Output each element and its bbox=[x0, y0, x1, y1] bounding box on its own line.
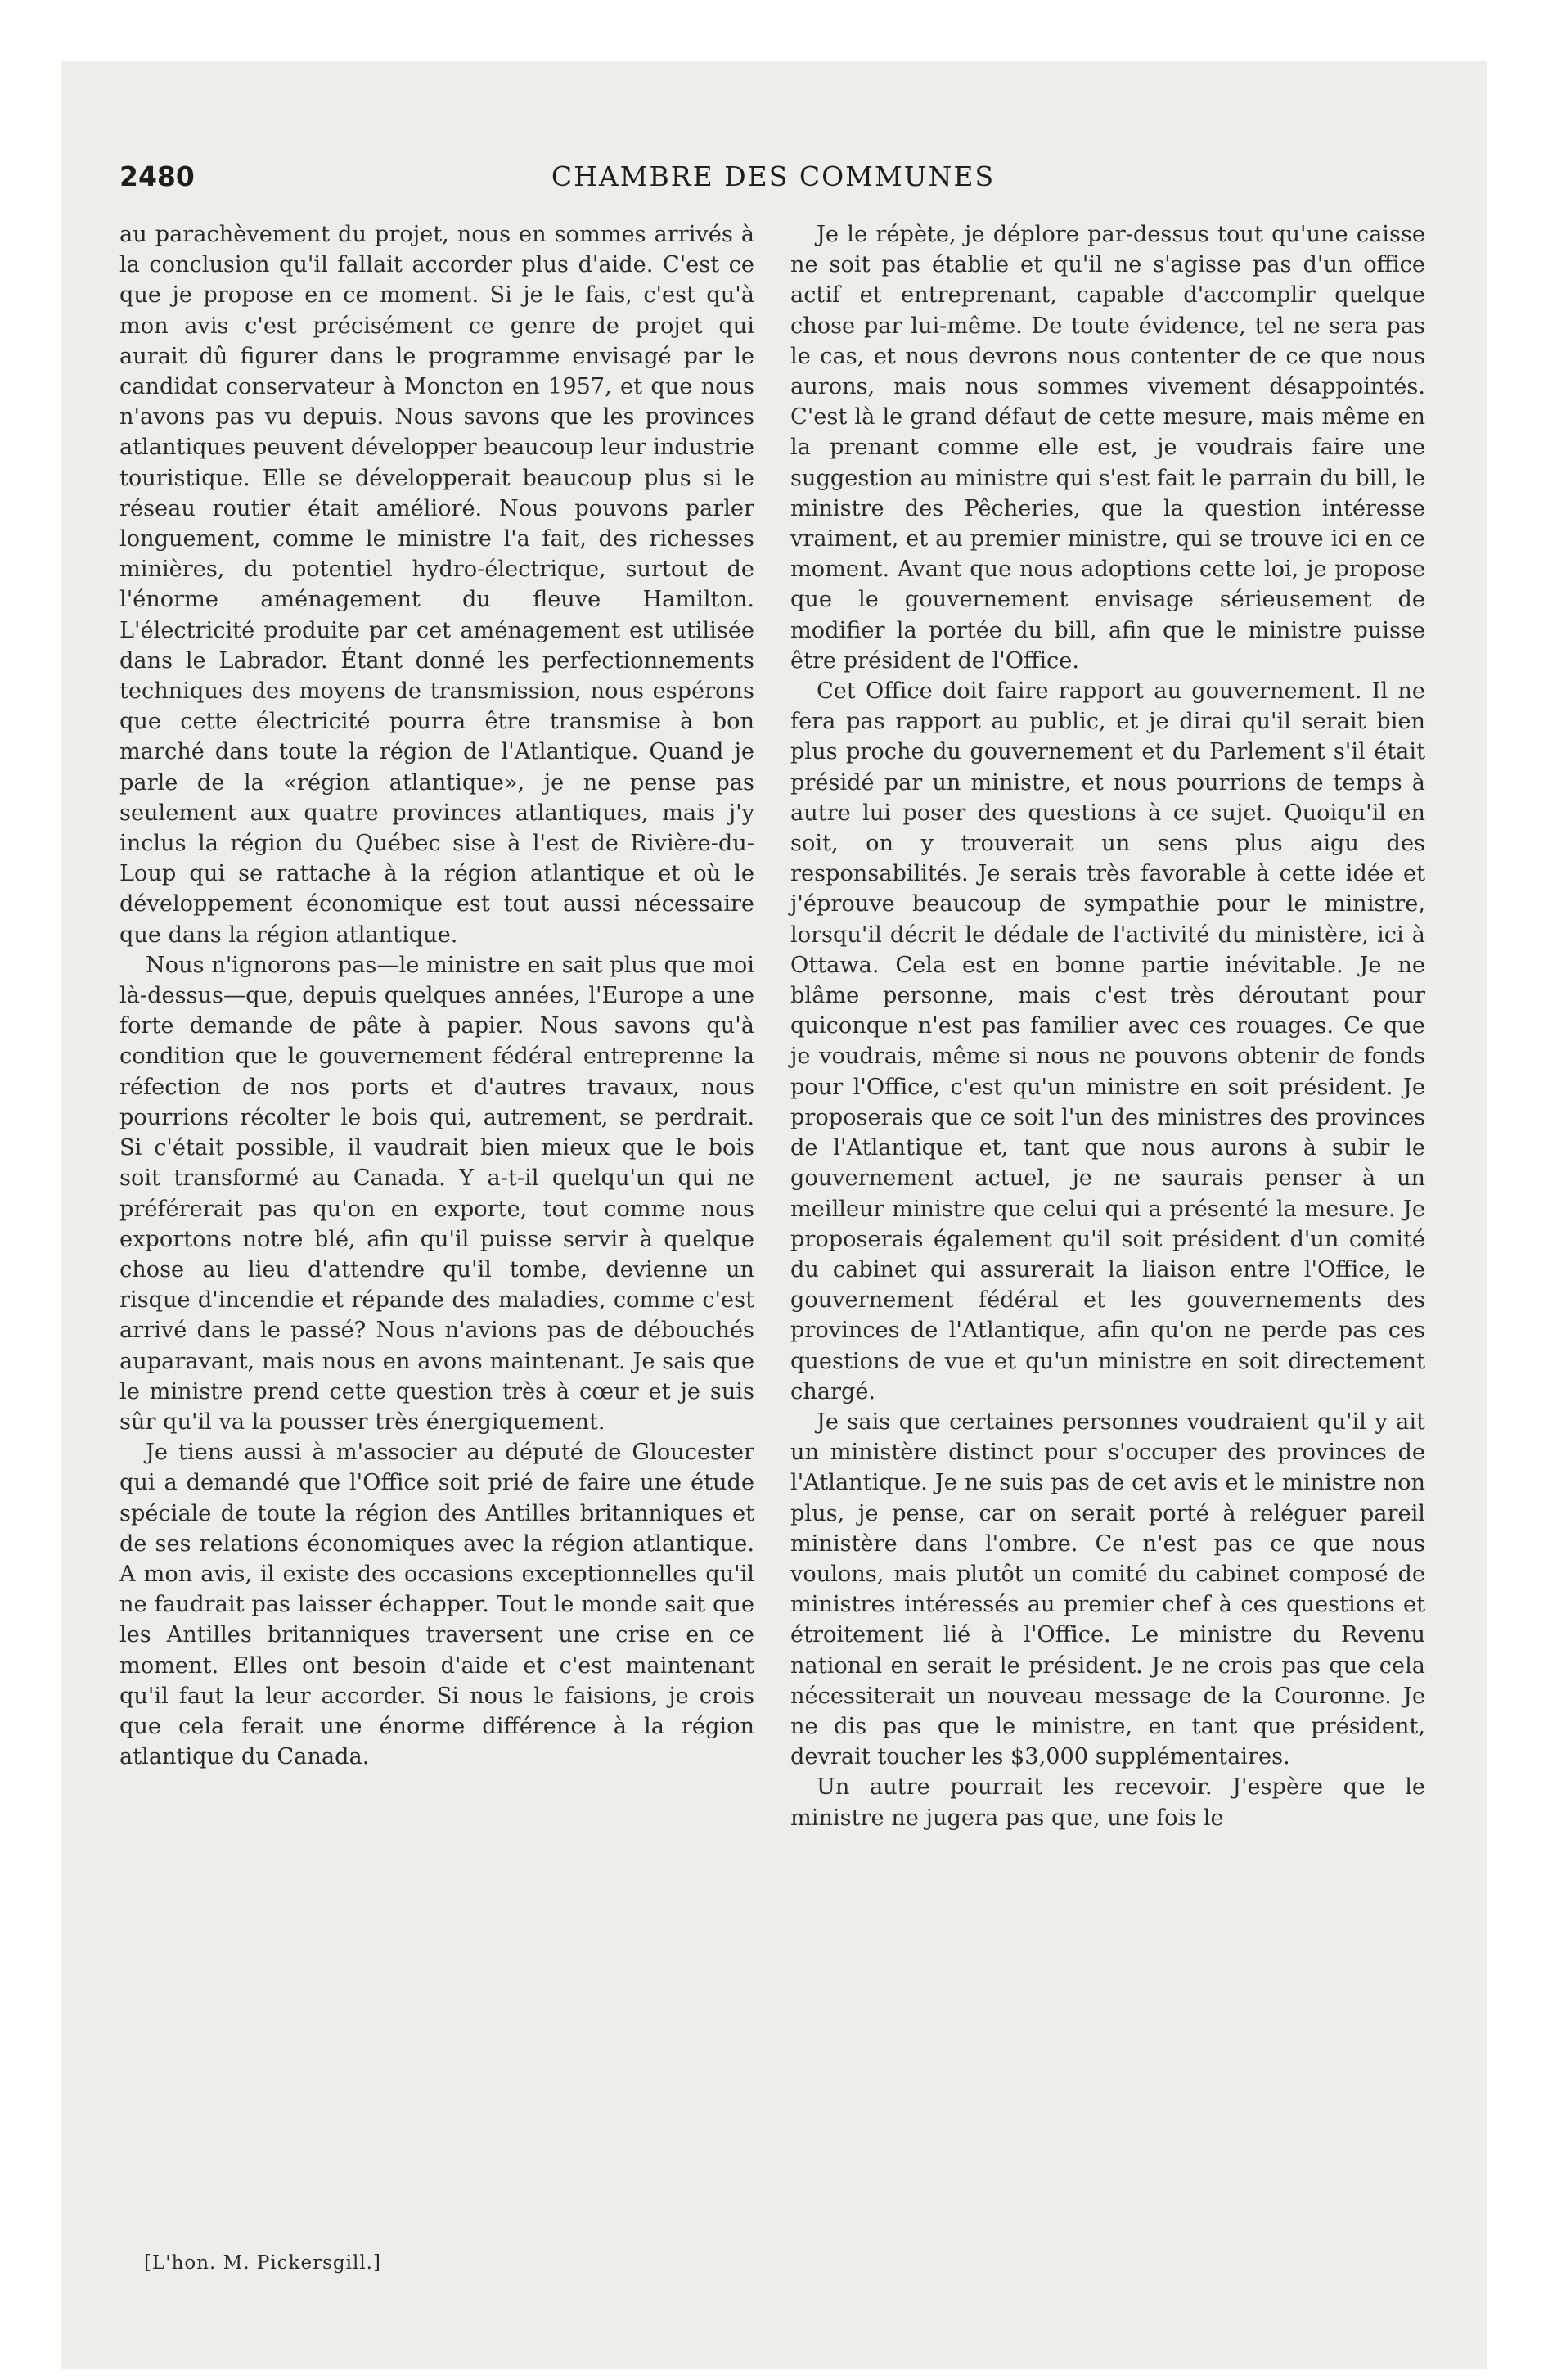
paragraph: Cet Office doit faire rapport au gouvernement. Il ne fera pas rapport au public, et je dirai qu'il serait bien plus proche du gouvernement et du Parlement s'il était présidé par un ministre, et nous pourrions de temps à autre lui poser des questions à ce sujet. Quoiqu'il en soit, on y trouverait un sens plus aigu des responsabilités. Je serais très favorable à cette idée et j'éprouve beaucoup de sympathie pour le ministre, lorsqu'il décrit le dédale de l'activité du ministère, ici à Ottawa. Cela est en bonne partie inévitable. Je ne blâme personne, mais c'est très déroutant pour quiconque n'est pas familier avec ces rouages. Ce que je voudrais, même si nous ne pouvons obtenir de fonds pour l'Office, c'est qu'un ministre en soit président. Je proposerais que ce soit l'un des ministres des provinces de l'Atlantique et, tant que nous aurons à subir le gouvernement actuel, je ne saurais penser à un meilleur ministre que celui qui a présenté la mesure. Je proposerais également qu'il soit président d'un comité du cabinet qui assurerait la liaison entre l'Office, le gouvernement fédéral et les gouvernements des provinces de l'Atlantique, afin qu'on ne perde pas ces questions de vue et qu'un ministre en soit directement chargé. bbox=[790, 678, 1425, 1404]
left-column bbox=[119, 219, 754, 1772]
page-header bbox=[119, 160, 1427, 200]
paragraph: Je le répète, je déplore par-dessus tout qu'une caisse ne soit pas établie et qu'il ne s'agisse pas d'un office actif et entreprenant, capable d'accomplir quelque chose par lui-même. De toute évidence, tel ne sera pas le cas, et nous devrons nous contenter de ce que nous aurons, mais nous sommes vivement désappointés. C'est là le grand défaut de cette mesure, mais même en la prenant comme elle est, je voudrais faire une suggestion au ministre qui s'est fait le parrain du bill, le ministre des Pêcheries, que la question intéresse vraiment, et au premier ministre, qui se trouve ici en ce moment. Avant que nous adoptions cette loi, je propose que le gouvernement envisage sérieusement de modifier la portée du bill, afin que le ministre puisse être président de l'Office. bbox=[790, 222, 1425, 674]
paragraph: Je tiens aussi à m'associer au député de Gloucester qui a demandé que l'Office soit prié de faire une étude spéciale de toute la région des Antilles britanniques et de ses relations économiques avec la région atlantique. A mon avis, il existe des occasions exceptionnelles qu'il ne faudrait pas laisser échapper. Tout le monde sait que les Antilles britanniques traversent une crise en ce moment. Elles ont besoin d'aide et c'est maintenant qu'il faut la leur accorder. Si nous le faisions, je crois que cela ferait une énorme différence à la région atlantique du Canada. bbox=[119, 1440, 754, 1770]
paragraph: Un autre pourrait les recevoir. J'espère que le ministre ne jugera pas que, une fois le bbox=[790, 1774, 1425, 1831]
paragraph: au parachèvement du projet, nous en sommes arrivés à la conclusion qu'il fallait accorder plus d'aide. C'est ce que je propose en ce moment. Si je le fais, c'est qu'à mon avis c'est précisément ce genre de projet qui aurait dû figurer dans le programme envisagé par le candidat conservateur à Moncton en 1957, et que nous n'avons pas vu depuis. Nous savons que les provinces atlantiques peuvent développer beaucoup leur industrie touristique. Elle se développerait beaucoup plus si le réseau routier était amélioré. Nous pouvons parler longuement, comme le ministre l'a fait, des richesses minières, du potentiel hydro-électrique, surtout de l'énorme aménagement du fleuve Hamilton. L'électricité produite par cet aménagement est utilisée dans le Labrador. Étant donné les perfectionnements techniques des moyens de transmission, nous espérons que cette électricité pourra être transmise à bon marché dans toute la région de l'Atlantique. Quand je parle de la «région atlantique», je ne pense pas seulement aux quatre provinces atlantiques, mais j'y inclus la région du Québec sise à l'est de Rivière-du-Loup qui se rattache à la région atlantique et où le développement économique est tout aussi nécessaire que dans la région atlantique. bbox=[119, 222, 754, 948]
scanned-page bbox=[61, 61, 1487, 2369]
right-column bbox=[790, 219, 1425, 1833]
page-number: 2480 bbox=[119, 160, 195, 192]
running-head: CHAMBRE DES COMMUNES bbox=[551, 160, 996, 192]
paragraph: Je sais que certaines personnes voudraient qu'il y ait un ministère distinct pour s'occuper des provinces de l'Atlantique. Je ne suis pas de cet avis et le ministre non plus, je pense, car on serait porté à reléguer pareil ministère dans l'ombre. Ce n'est pas ce que nous voulons, mais plutôt un comité du cabinet composé de ministres intéressés au premier chef à ces questions et étroitement lié à l'Office. Le ministre du Revenu national en serait le président. Je ne crois pas que cela nécessiterait un nouveau message de la Couronne. Je ne dis pas que le ministre, en tant que président, devrait toucher les $3,000 supplémentaires. bbox=[790, 1409, 1425, 1770]
paragraph: Nous n'ignorons pas—le ministre en sait plus que moi là-dessus—que, depuis quelques années, l'Europe a une forte demande de pâte à papier. Nous savons qu'à condition que le gouvernement fédéral entreprenne la réfection de nos ports et d'autres travaux, nous pourrions récolter le bois qui, autrement, se perdrait. Si c'était possible, il vaudrait bien mieux que le bois soit transformé au Canada. Y a-t-il quelqu'un qui ne préférerait pas qu'on en exporte, tout comme nous exportons notre blé, afin qu'il puisse servir à quelque chose au lieu d'attendre qu'il tombe, devienne un risque d'incendie et répande des maladies, comme c'est arrivé dans le passé? Nous n'avions pas de débouchés auparavant, mais nous en avons maintenant. Je sais que le ministre prend cette question très à cœur et je suis sûr qu'il va la pousser très énergiquement. bbox=[119, 952, 754, 1435]
speaker-attribution: [L'hon. M. Pickersgill.] bbox=[144, 2252, 381, 2274]
